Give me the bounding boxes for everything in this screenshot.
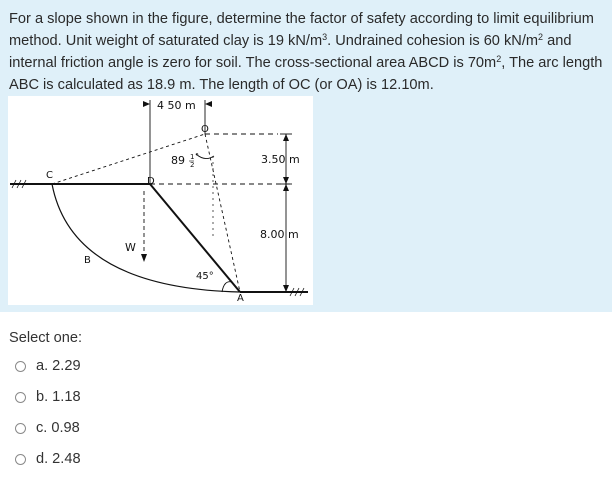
label-a: A [237, 293, 244, 304]
slope-figure [8, 96, 313, 305]
option-d-letter: d. [36, 451, 49, 467]
angle-top-den: 2 [190, 161, 195, 169]
radio-c[interactable] [15, 423, 26, 434]
option-c-letter: c. [36, 420, 48, 436]
option-a[interactable] [15, 356, 81, 376]
label-w: W [125, 241, 136, 254]
angle-top-num: 1 [190, 153, 195, 161]
dim-right-bottom: 8.00 m [260, 228, 299, 241]
radio-b[interactable] [15, 392, 26, 403]
label-b: B [84, 255, 91, 266]
label-d: D [147, 176, 155, 187]
option-d[interactable] [15, 449, 81, 469]
label-c: C [46, 170, 53, 181]
option-a-value: 2.29 [52, 358, 81, 374]
option-b-value: 1.18 [52, 389, 81, 405]
option-c-value: 0.98 [51, 420, 80, 436]
label-o: O [201, 124, 209, 135]
angle-bottom: 45° [196, 271, 214, 282]
angle-top-deg: ° [195, 152, 199, 161]
angle-top-whole: 89 [171, 154, 185, 167]
question-text: For a slope shown in the figure, determine the factor of safety according to limit equilibrium method. Unit weight of saturated clay is 19 $kN/m^3$. Undrained cohesion is 60 $kN/m^2$ and internal friction angle is zero for soil. The cross-sectional area ABCD is $70m^2$, The arc length ABC is calculated as 18.9 m. The length of OC (or OA) is 12.10m. [9, 11, 603, 93]
select-one-label: Select one: [9, 330, 83, 346]
option-b[interactable] [15, 387, 81, 407]
option-a-letter: a. [36, 358, 49, 374]
option-d-value: 2.48 [52, 451, 81, 467]
option-c[interactable] [15, 418, 80, 438]
dim-top-label: 4 50 m [157, 99, 196, 112]
dim-right-top: 3.50 m [261, 153, 300, 166]
radio-d[interactable] [15, 454, 26, 465]
option-b-letter: b. [36, 389, 49, 405]
radio-a[interactable] [15, 361, 26, 372]
